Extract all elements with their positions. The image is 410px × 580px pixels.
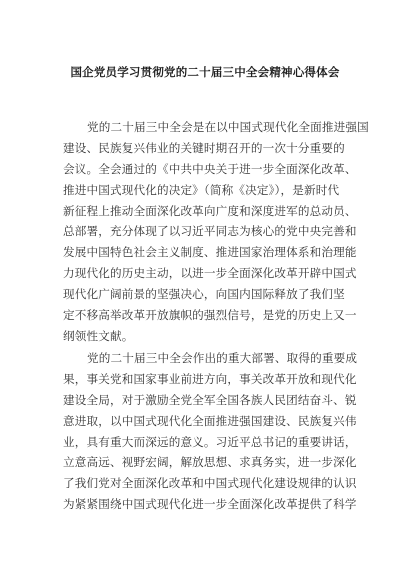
paragraph-line: 建设、民族复兴伟业的关键时期召开的一次十分重要的 (63, 140, 345, 155)
paragraph-line: 党的二十届三中全会是在以中国式现代化全面推进强国 (87, 120, 369, 134)
paragraph-line: 建设全局，对于激励全党全军全国各族人民团结奋斗、锐 (63, 392, 357, 407)
paragraph-line: 意进取，以中国式现代化全面推进强国建设、民族复兴伟 (63, 413, 357, 428)
paragraph-line: 立意高远、视野宏阔，解放思想、求真务实，进一步深化 (63, 455, 357, 470)
paragraph-line: 定不移高举改革开放旗帜的强烈信号，是党的历史上又一 (63, 308, 357, 323)
paragraph-line: 力现代化的历史主动，以进一步全面深化改革开辟中国式 (63, 266, 357, 281)
paragraph-line: 新征程上推动全面深化改革向广度和深度进军的总动员、 (63, 203, 357, 218)
paragraph-line: 纲领性文献。 (63, 328, 134, 343)
paragraph-line: 推进中国式现代化的决定》（简称《决定》），是新时代 (63, 182, 340, 197)
paragraph-line: 业，具有重大而深远的意义。习近平总书记的重要讲话， (63, 434, 357, 449)
document-title: 国企党员学习贯彻党的二十届三中全会精神心得体会 (70, 65, 340, 79)
paragraph-1 (63, 117, 369, 347)
paragraph-line: 党的二十届三中全会作出的重大部署、取得的重要成 (87, 351, 358, 365)
paragraph-line: 了我们党对全面深化改革和中国式现代化建设规律的认识 (63, 476, 357, 491)
paragraph-line: 现代化广阔前景的坚强决心，向国内国际释放了我们坚 (63, 287, 345, 302)
paragraph-2 (63, 348, 358, 515)
paragraph-line: 果，事关党和国家事业前进方向，事关改革开放和现代化 (63, 371, 357, 386)
paragraph-line: 总部署，充分体现了以习近平同志为核心的党中央完善和 (63, 224, 357, 239)
paragraph-line: 会议。全会通过的《中共中央关于进一步全面深化改革、 (63, 161, 357, 176)
paragraph-line: 为紧紧围绕中国式现代化进一步全面深化改革提供了科学 (63, 497, 357, 512)
paragraph-line: 发展中国特色社会主义制度、推进国家治理体系和治理能 (63, 245, 357, 260)
